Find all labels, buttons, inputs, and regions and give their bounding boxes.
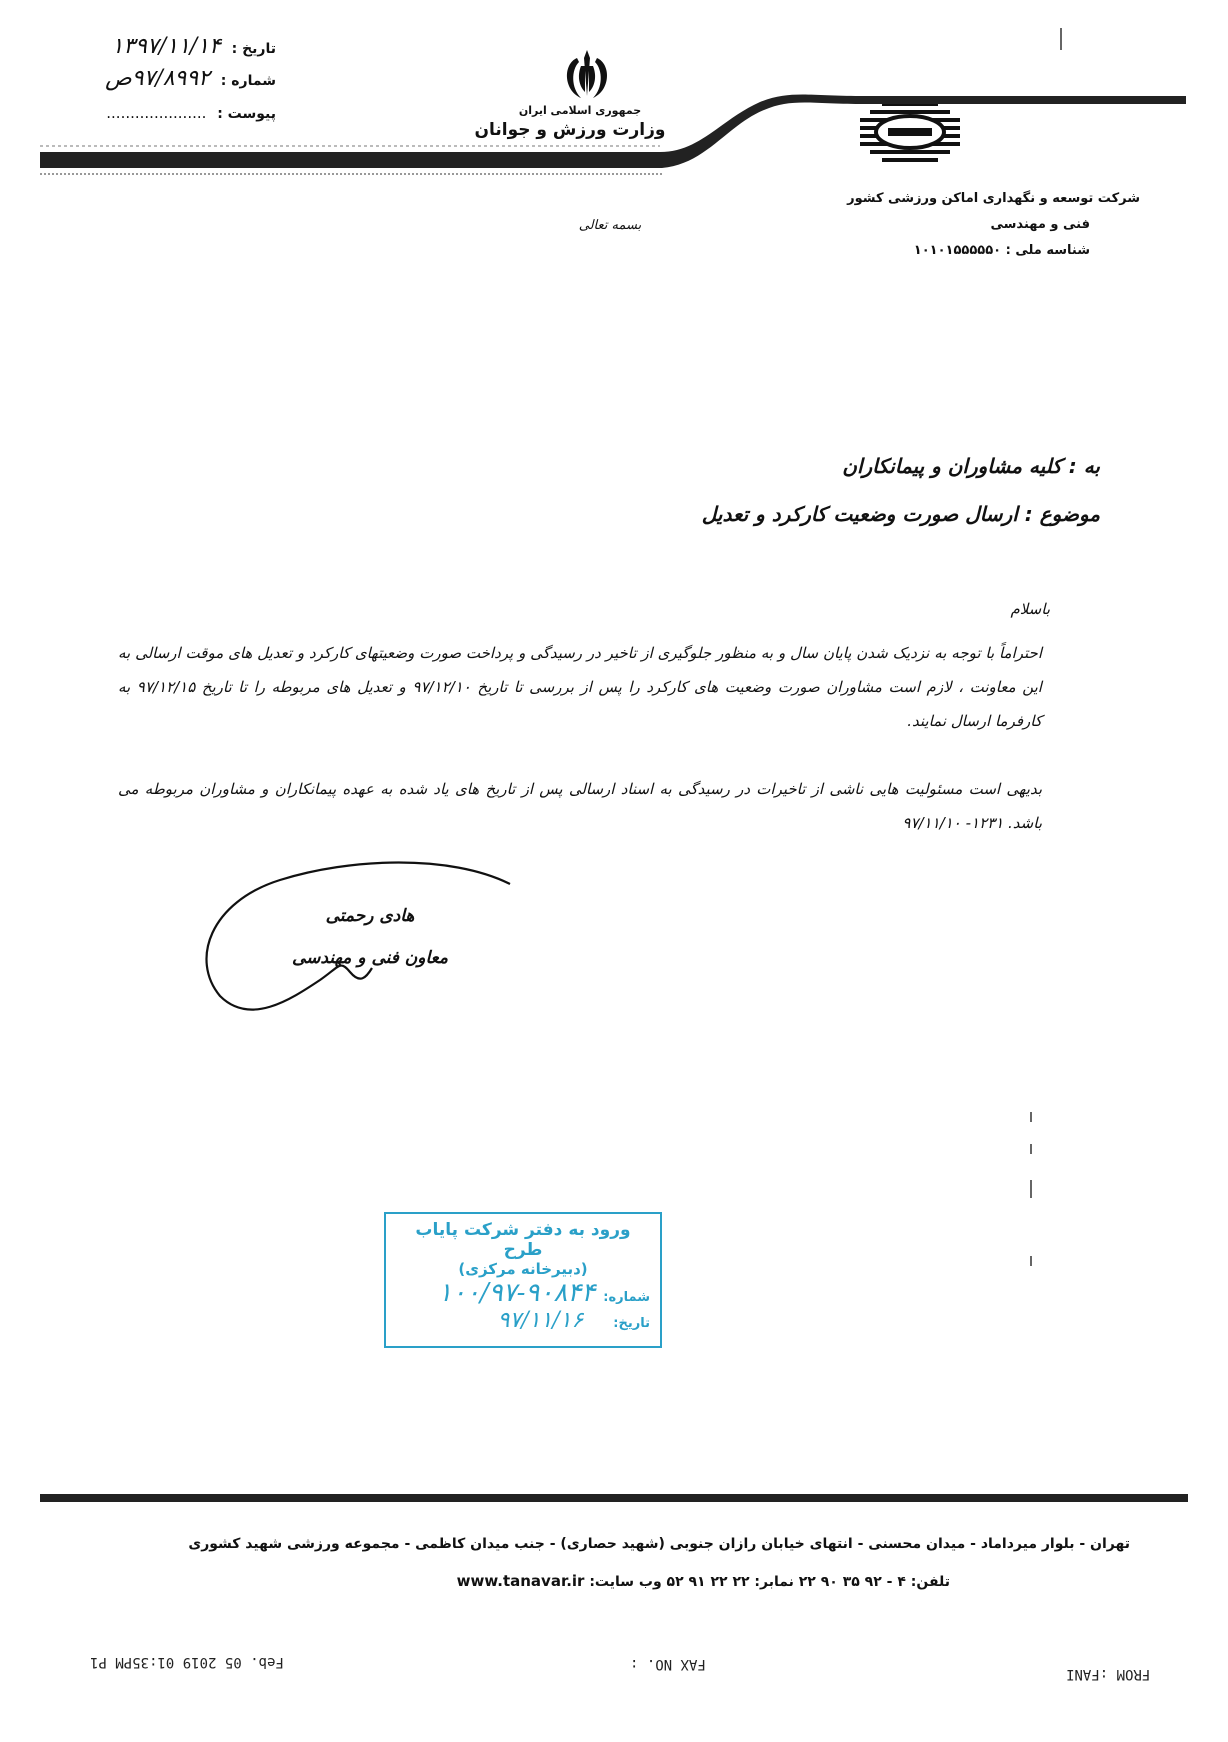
scan-speck (1030, 1144, 1032, 1154)
stamp-number-label: شماره: (603, 1290, 650, 1305)
fax-from: FROM :FANI (1066, 1666, 1151, 1682)
paragraph-2: بدیهی است مسئولیت هایی ناشی از تاخیرات در رسیدگی به اسناد ارسالی پس از تاریخ های یاد شده به عهده پیمانکاران و مشاوران مربوطه می باشد. ۱۲۳۱- ۹۷/۱۱/۱۰ (118, 780, 1042, 832)
company-department: فنی و مهندسی (990, 217, 1090, 232)
date-label: تاریخ : (231, 41, 276, 57)
company-info (820, 186, 1140, 264)
incoming-stamp (384, 1212, 662, 1348)
attachment-value: ..................... (106, 104, 207, 122)
recipient-line: به : کلیه مشاوران و پیمانکاران (842, 454, 1100, 478)
footer-address: تهران - بلوار میرداماد - میدان محسنی - انتهای خیابان رازان جنوبی (شهید حصاری) - جنب میدان کاظمی - مجموعه ورزشی شهید کشوری (188, 1536, 1130, 1552)
date-value: ۱۳۹۷/۱۱/۱۴ (111, 34, 221, 59)
footer-rule (40, 1494, 1188, 1502)
ministry-text: وزارت ورزش و جوانان (474, 120, 666, 140)
scan-speck (1030, 1180, 1032, 1198)
footer-phone-line: تلفن: ۴ - ۹۲ ۳۵ ۹۰ ۲۲ نمابر: ۲۲ ۲۲ ۹۱ ۵۲ وب سایت: (589, 1574, 950, 1590)
attachment-label: پیوست : (217, 106, 276, 122)
scan-speck (1030, 1256, 1032, 1266)
company-name: شرکت توسعه و نگهداری اماکن ورزشی کشور (847, 191, 1140, 206)
footer-website: www.tanavar.ir (456, 1572, 585, 1590)
stamp-date-value: ۹۷/۱۱/۱۶ (497, 1308, 584, 1333)
national-id-label: شناسه ملی : (1005, 243, 1090, 258)
fax-number: FAX NO. : (630, 1656, 706, 1672)
national-id-row (820, 238, 1140, 264)
stamp-subtitle: (دبیرخانه مرکزی) (458, 1260, 588, 1278)
stamp-number-row (396, 1278, 650, 1308)
republic-text: جمهوری اسلامی ایران (518, 104, 642, 117)
greeting: باسلام (1010, 600, 1050, 618)
fax-datetime: Feb. 05 2019 01:35PM P1 (90, 1654, 284, 1670)
signatory-title: معاون فنی و مهندسی (292, 948, 448, 968)
stamp-title: ورود به دفتر شرکت پایاب طرح (415, 1220, 631, 1260)
scan-speck (1060, 28, 1062, 50)
paragraph-1: احتراماً با توجه به نزدیک شدن پایان سال و به منظور جلوگیری از تاخیر در رسیدگی و پرداخت صورت وضعیتهای کارکرد و تعدیل های موقت ارسالی به این معاونت ، لازم است مشاوران صورت وضعیت های کارکرد را پس از بررسی تا تاریخ ۹۷/۱۲/۱۰ و تعدیل های مربوطه را تا تاریخ ۹۷/۱۲/۱۵ به کارفرما ارسال نمایند. (118, 644, 1042, 730)
stamp-date-label: تاریخ: (613, 1316, 650, 1331)
signatory-name: هادی رحمتی (325, 906, 415, 926)
stamp-number-value: ۱۰۰/۹۷-۹۰۸۴۴ (438, 1278, 596, 1308)
footer-contact (350, 1572, 950, 1590)
basmala: بسمه تعالی (578, 218, 642, 233)
number-value: ۹۷/۸۹۹۲ص (105, 66, 210, 91)
national-id-value: ۱۰۱۰۱۵۵۵۵۵۰ (913, 243, 1002, 258)
subject-line: موضوع : ارسال صورت وضعیت کارکرد و تعدیل (701, 502, 1100, 526)
number-label: شماره : (220, 73, 276, 89)
stamp-date-row (396, 1308, 650, 1333)
signature-scribble (190, 850, 530, 1020)
header-band (0, 0, 1228, 200)
scan-speck (1030, 1112, 1032, 1122)
